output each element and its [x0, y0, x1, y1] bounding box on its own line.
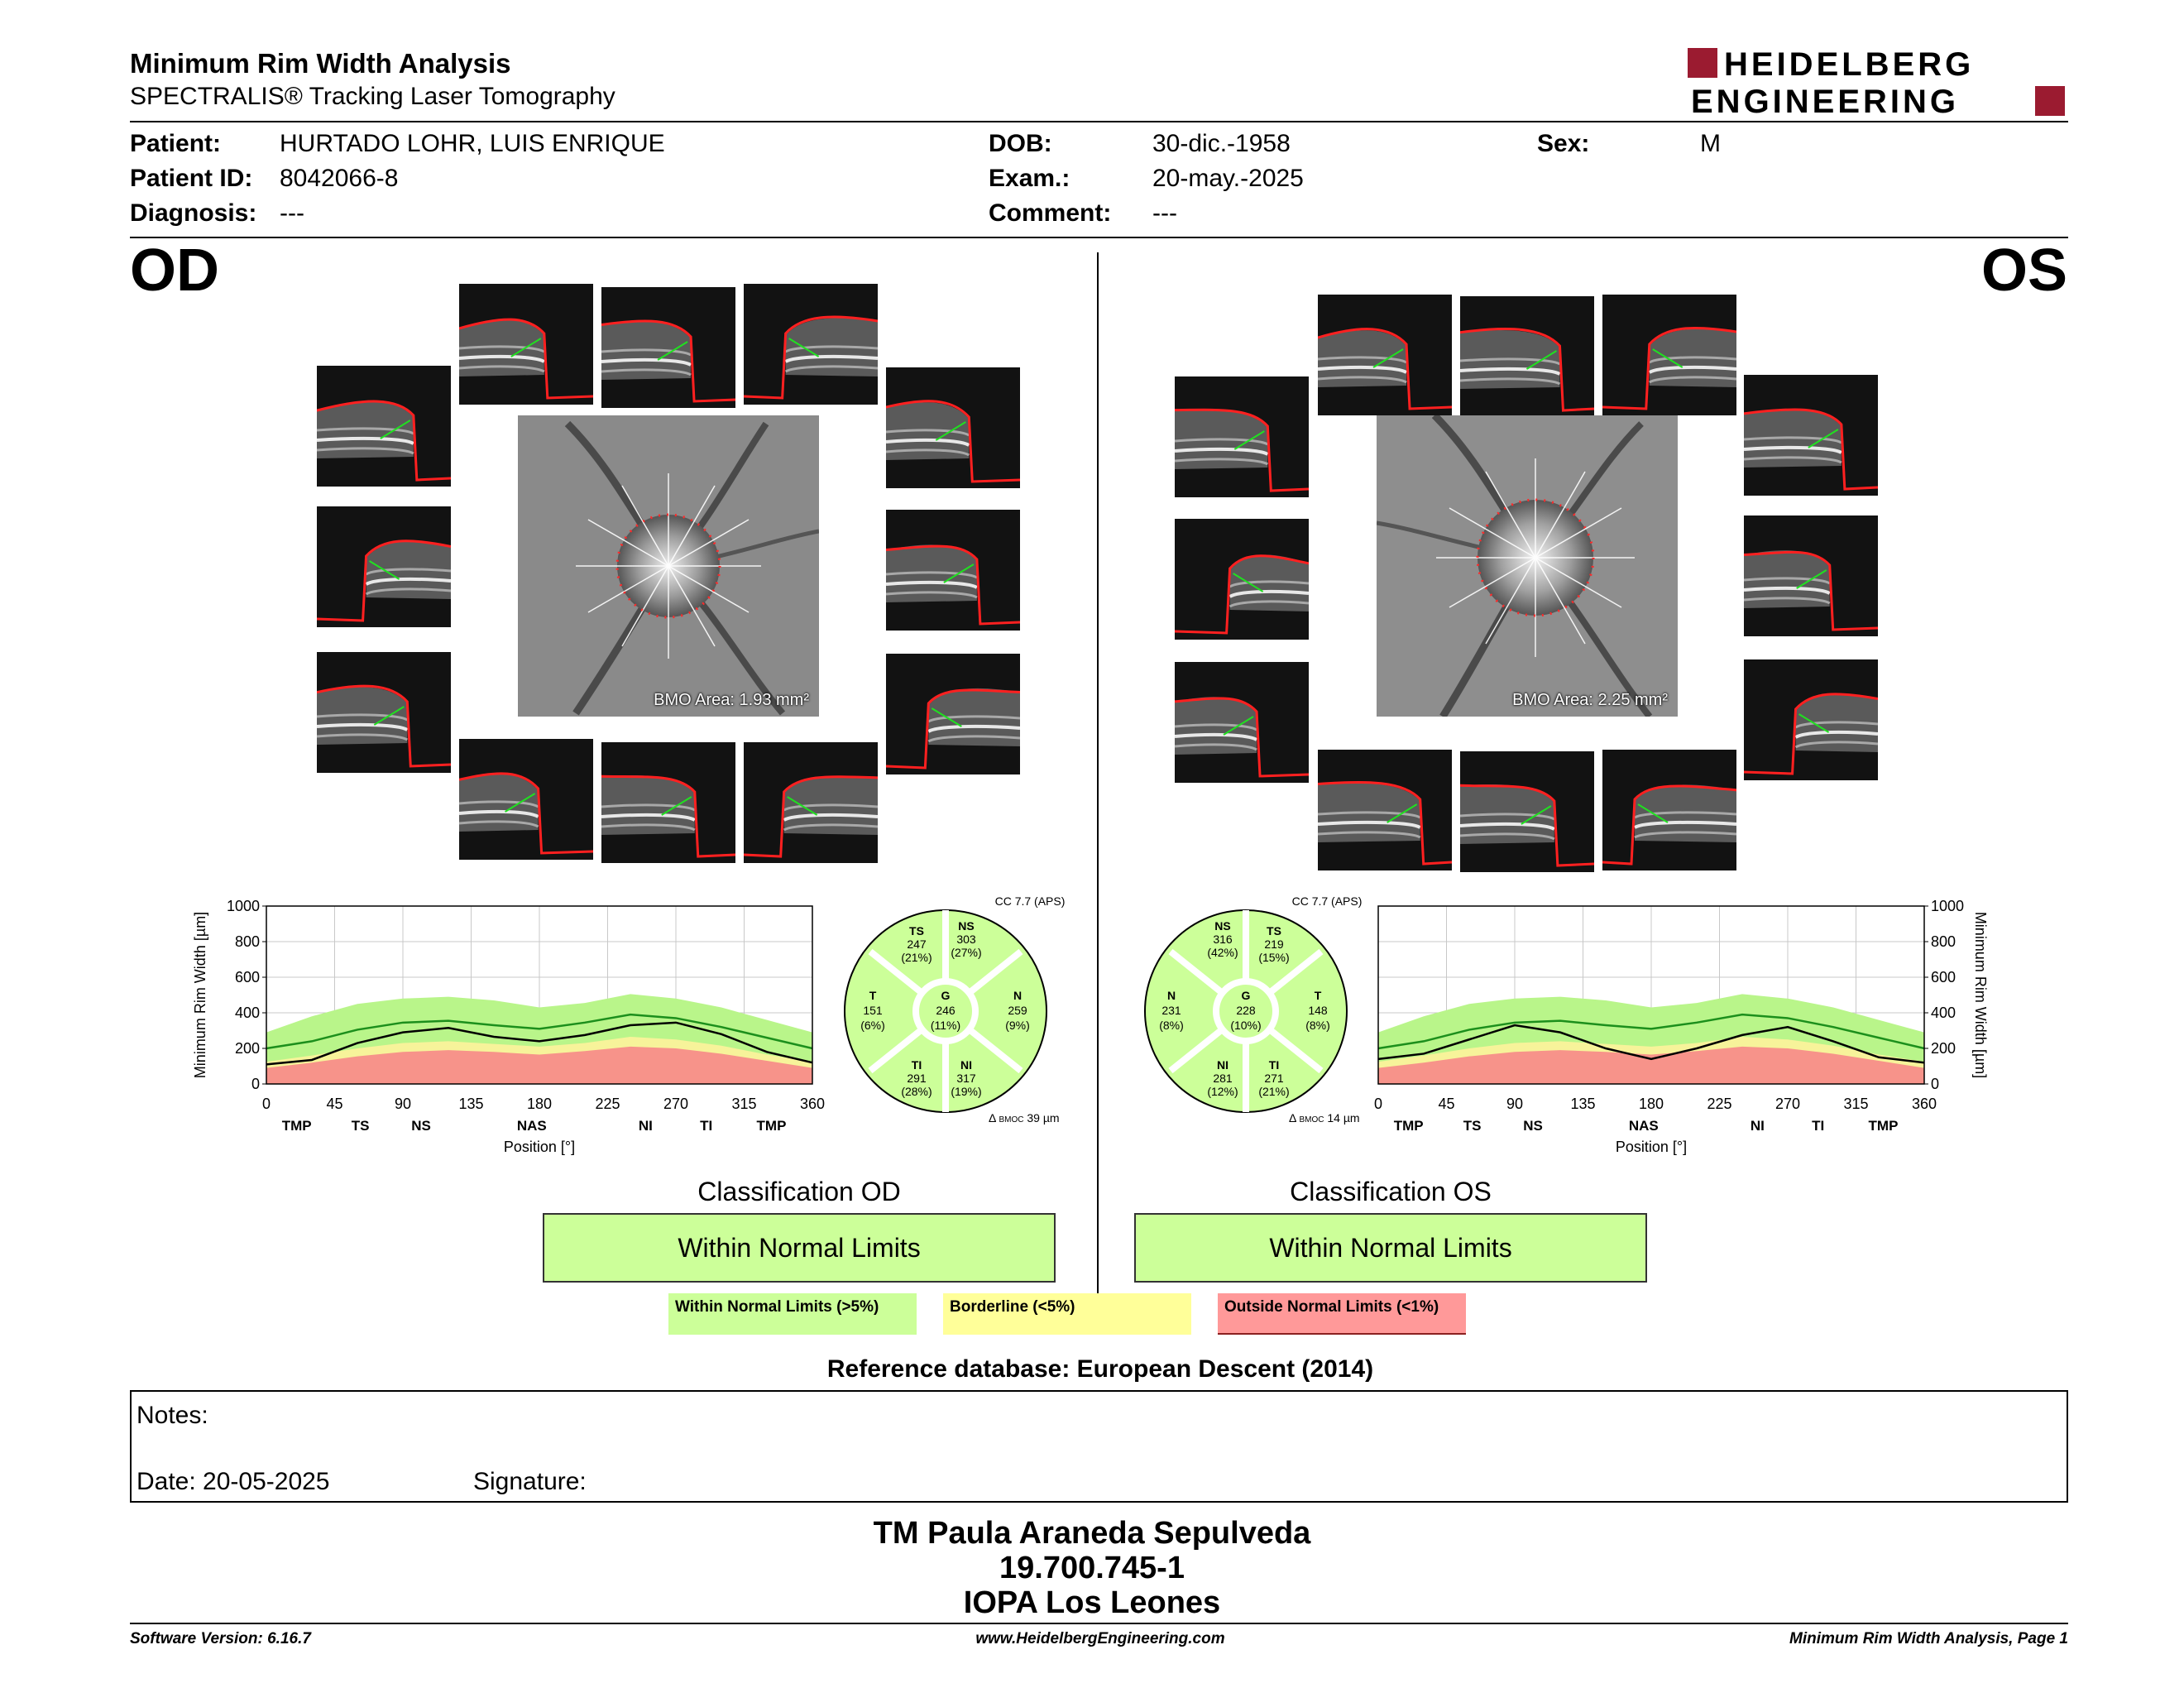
bscan-image	[459, 284, 593, 405]
od-t-value: 151	[863, 1004, 883, 1017]
sector-axis-label: NI	[638, 1118, 653, 1134]
bscan-image	[1744, 659, 1878, 780]
diagnosis-label: Diagnosis:	[130, 199, 257, 227]
patient-id: 8042066-8	[280, 165, 399, 192]
patient-id-label: Patient ID:	[130, 165, 253, 192]
od-cc-label: CC 7.7 (APS)	[994, 894, 1066, 908]
x-tick-label: 360	[1911, 1096, 1937, 1112]
od-g-label: G	[941, 989, 951, 1002]
bscan-image	[1318, 750, 1452, 870]
od-g-pct: (11%)	[930, 1019, 961, 1032]
bscan-image	[886, 367, 1020, 488]
software-version: Software Version: 6.16.7	[130, 1630, 311, 1647]
report-title: Minimum Rim Width Analysis	[130, 48, 511, 79]
os-bscan	[1744, 659, 1878, 780]
reference-database: Reference database: European Descent (2014)	[826, 1355, 1374, 1383]
os-cc-label: CC 7.7 (APS)	[1291, 894, 1363, 908]
sector-axis-label: NS	[1523, 1118, 1543, 1134]
bscan-image	[744, 742, 878, 863]
od-bscan	[601, 742, 735, 863]
os-n-label: N	[1166, 989, 1176, 1002]
os-ti-label: TI	[1268, 1058, 1280, 1072]
x-axis-label: Position [°]	[1615, 1139, 1688, 1155]
sex-label: Sex:	[1537, 130, 1590, 157]
x-tick-label: 360	[799, 1096, 826, 1112]
od-delta-icon: Δ	[989, 1111, 996, 1125]
x-tick-label: 0	[1373, 1096, 1383, 1112]
sector-axis-label: TMP	[1868, 1118, 1899, 1134]
footer-divider	[130, 1623, 2068, 1624]
exam-value: 20-may.-2025	[1152, 165, 1304, 192]
y-tick-label: 1000	[226, 898, 260, 914]
od-ns-label: NS	[958, 919, 975, 933]
os-t-value: 148	[1308, 1004, 1328, 1017]
diagnosis-value: ---	[280, 199, 304, 227]
os-bscan	[1460, 751, 1594, 872]
od-bscan	[744, 284, 878, 405]
sector-axis-label: NAS	[1628, 1118, 1659, 1134]
os-bscan	[1602, 750, 1736, 870]
os-n-value: 231	[1161, 1004, 1181, 1017]
notes-label: Notes:	[136, 1402, 208, 1429]
bscan-image	[1175, 376, 1309, 497]
dob-label: DOB:	[989, 130, 1052, 157]
od-bscan	[317, 652, 451, 773]
os-t-pct: (8%)	[1305, 1019, 1330, 1032]
x-tick-label: 180	[526, 1096, 553, 1112]
os-profile-chart	[1348, 898, 2010, 1175]
x-tick-label: 225	[1707, 1096, 1732, 1112]
signer-id: 19.700.745-1	[999, 1551, 1185, 1585]
sector-axis-label: NI	[1750, 1118, 1765, 1134]
od-profile-chart	[190, 898, 844, 1175]
od-ti-label: TI	[911, 1058, 922, 1072]
od-bmoc-prefix: BMOC	[999, 1115, 1024, 1125]
od-n-value: 259	[1008, 1004, 1027, 1017]
od-ti-pct: (28%)	[901, 1085, 932, 1098]
od-ns-pct: (27%)	[951, 946, 982, 959]
os-bscan	[1602, 295, 1736, 415]
od-ts-pct: (21%)	[901, 951, 932, 964]
os-ns-label: NS	[1214, 919, 1231, 933]
od-classification-title: Classification OD	[697, 1177, 901, 1206]
y-tick-label: 0	[251, 1076, 260, 1092]
od-bscan	[317, 366, 451, 487]
od-bscan	[744, 742, 878, 863]
od-g-value: 246	[936, 1004, 956, 1017]
od-bscan	[317, 506, 451, 627]
od-bscan	[886, 367, 1020, 488]
y-tick-label: 600	[234, 969, 260, 985]
x-tick-label: 90	[394, 1096, 412, 1112]
os-n-pct: (8%)	[1159, 1019, 1184, 1032]
os-classification-box: Within Normal Limits	[1134, 1213, 1647, 1283]
os-bscan	[1318, 295, 1452, 415]
os-g-value: 228	[1236, 1004, 1256, 1017]
os-bscan	[1175, 519, 1309, 640]
os-ns-value: 316	[1213, 933, 1233, 946]
od-bscan	[459, 284, 593, 405]
page-indicator: Minimum Rim Width Analysis, Page 1	[1789, 1630, 2068, 1647]
os-bmoc-value: 14 µm	[1327, 1111, 1360, 1125]
sector-axis-label: NAS	[516, 1118, 547, 1134]
bscan-image	[459, 739, 593, 860]
heidelberg-logo	[1688, 45, 2068, 119]
x-tick-label: 45	[326, 1096, 343, 1112]
sector-axis-label: TS	[1463, 1118, 1482, 1134]
os-ni-label: NI	[1217, 1058, 1228, 1072]
bscan-image	[1175, 662, 1309, 783]
website-link[interactable]: www.HeidelbergEngineering.com	[975, 1630, 1225, 1647]
y-tick-label: 1000	[1931, 898, 1965, 914]
os-classification-title: Classification OS	[1290, 1177, 1492, 1206]
od-ts-label: TS	[909, 924, 924, 938]
bscan-image	[601, 742, 735, 863]
sector-axis-label: TMP	[281, 1118, 312, 1134]
os-ti-pct: (21%)	[1258, 1085, 1290, 1098]
sex-value: M	[1700, 130, 1721, 157]
os-ts-label: TS	[1267, 924, 1281, 938]
legend-wnl: Within Normal Limits (>5%)	[668, 1293, 917, 1335]
od-ni-pct: (19%)	[951, 1085, 982, 1098]
od-ns-value: 303	[956, 933, 976, 946]
os-bmo-area: BMO Area: 2.25 mm²	[1512, 691, 1668, 709]
y-tick-label: 800	[234, 933, 260, 950]
od-sector-chart	[840, 894, 1088, 1125]
os-bscan	[1744, 516, 1878, 636]
sector-axis-label: TMP	[756, 1118, 787, 1134]
od-n-label: N	[1013, 989, 1023, 1002]
x-tick-label: 135	[1570, 1096, 1596, 1112]
os-t-label: T	[1314, 989, 1322, 1002]
x-tick-label: 315	[731, 1096, 757, 1112]
bscan-image	[1175, 519, 1309, 640]
bscan-image	[1460, 751, 1594, 872]
bscan-image	[1318, 295, 1452, 415]
od-eye-label: OD	[130, 237, 219, 304]
os-ns-pct: (42%)	[1207, 946, 1238, 959]
patient-name: HURTADO LOHR, LUIS ENRIQUE	[280, 130, 665, 157]
bscan-image	[744, 284, 878, 405]
os-bmoc-prefix: BMOC	[1299, 1115, 1324, 1125]
logo-line2: ENGINEERING	[1691, 84, 1960, 119]
od-bmo-area: BMO Area: 1.93 mm²	[654, 691, 809, 709]
bscan-image	[1744, 516, 1878, 636]
os-bscan	[1744, 375, 1878, 496]
os-bscan	[1175, 376, 1309, 497]
os-eye-label: OS	[1981, 237, 2068, 304]
os-ti-value: 271	[1264, 1072, 1284, 1085]
bscan-image	[886, 654, 1020, 774]
x-tick-label: 90	[1506, 1096, 1524, 1112]
signer-name: TM Paula Araneda Sepulveda	[873, 1516, 1311, 1551]
os-g-pct: (10%)	[1230, 1019, 1262, 1032]
dob-value: 30-dic.-1958	[1152, 130, 1291, 157]
bscan-image	[1602, 750, 1736, 870]
od-ti-value: 291	[907, 1072, 927, 1085]
sector-axis-label: TI	[1812, 1118, 1825, 1134]
y-axis-label: Minimum Rim Width [µm]	[192, 911, 208, 1079]
notes-signature: Signature:	[473, 1468, 587, 1495]
bscan-image	[1460, 296, 1594, 417]
os-bscan	[1318, 750, 1452, 870]
sector-axis-label: TS	[351, 1118, 370, 1134]
eye-divider	[1097, 252, 1099, 1295]
exam-label: Exam.:	[989, 165, 1070, 192]
bscan-image	[1602, 295, 1736, 415]
svg-text:Δ BMOC 39 µm	[989, 1111, 1060, 1125]
os-ni-pct: (12%)	[1207, 1085, 1238, 1098]
y-tick-label: 200	[1931, 1040, 1956, 1057]
patient-divider	[130, 237, 2068, 238]
sector-axis-label: TI	[700, 1118, 713, 1134]
bscan-image	[886, 510, 1020, 631]
os-delta-icon: Δ	[1289, 1111, 1296, 1125]
od-t-label: T	[869, 989, 877, 1002]
od-classification-box: Within Normal Limits	[543, 1213, 1056, 1283]
patient-label: Patient:	[130, 130, 222, 157]
x-tick-label: 225	[595, 1096, 620, 1112]
x-axis-label: Position [°]	[503, 1139, 576, 1155]
header-divider	[130, 121, 2068, 122]
od-fundus-image	[518, 415, 819, 717]
od-bmoc-value: 39 µm	[1027, 1111, 1060, 1125]
od-bscan	[886, 654, 1020, 774]
y-tick-label: 400	[234, 1005, 260, 1021]
x-tick-label: 135	[458, 1096, 484, 1112]
notes-box	[130, 1390, 2068, 1503]
x-tick-label: 315	[1843, 1096, 1869, 1112]
signer-place: IOPA Los Leones	[963, 1585, 1221, 1620]
os-bscan	[1175, 662, 1309, 783]
bscan-image	[601, 287, 735, 408]
os-ts-value: 219	[1264, 938, 1284, 951]
od-ni-value: 317	[956, 1072, 976, 1085]
y-axis-label: Minimum Rim Width [µm]	[1972, 911, 1989, 1079]
legend-onl: Outside Normal Limits (<1%)	[1218, 1293, 1466, 1335]
bscan-image	[317, 366, 451, 487]
report-subtitle: SPECTRALIS® Tracking Laser Tomography	[130, 83, 615, 110]
notes-date: Date: 20-05-2025	[136, 1468, 330, 1495]
y-tick-label: 400	[1931, 1005, 1956, 1021]
od-ni-label: NI	[960, 1058, 972, 1072]
os-fundus-image	[1377, 415, 1678, 717]
y-tick-label: 200	[234, 1040, 260, 1057]
od-bscan	[886, 510, 1020, 631]
od-bscan	[459, 739, 593, 860]
od-ts-value: 247	[907, 938, 927, 951]
os-ts-pct: (15%)	[1258, 951, 1290, 964]
bscan-image	[317, 506, 451, 627]
sector-axis-label: NS	[411, 1118, 431, 1134]
x-tick-label: 45	[1438, 1096, 1455, 1112]
bscan-image	[317, 652, 451, 773]
x-tick-label: 270	[663, 1096, 689, 1112]
comment-value: ---	[1152, 199, 1177, 227]
os-ni-value: 281	[1213, 1072, 1233, 1085]
y-tick-label: 600	[1931, 969, 1956, 985]
y-tick-label: 0	[1931, 1076, 1940, 1092]
svg-text:Δ BMOC 14 µm	[1289, 1111, 1360, 1125]
y-tick-label: 800	[1931, 933, 1956, 950]
od-t-pct: (6%)	[860, 1019, 885, 1032]
os-g-label: G	[1241, 989, 1251, 1002]
bscan-image	[1744, 375, 1878, 496]
od-bscan	[601, 287, 735, 408]
comment-label: Comment:	[989, 199, 1112, 227]
sector-axis-label: TMP	[1393, 1118, 1424, 1134]
logo-line1: HEIDELBERG	[1724, 46, 1975, 83]
legend-borderline: Borderline (<5%)	[943, 1293, 1191, 1335]
x-tick-label: 270	[1774, 1096, 1801, 1112]
os-bscan	[1460, 296, 1594, 417]
od-n-pct: (9%)	[1005, 1019, 1030, 1032]
x-tick-label: 0	[261, 1096, 271, 1112]
x-tick-label: 180	[1638, 1096, 1664, 1112]
os-sector-chart	[1140, 894, 1388, 1125]
